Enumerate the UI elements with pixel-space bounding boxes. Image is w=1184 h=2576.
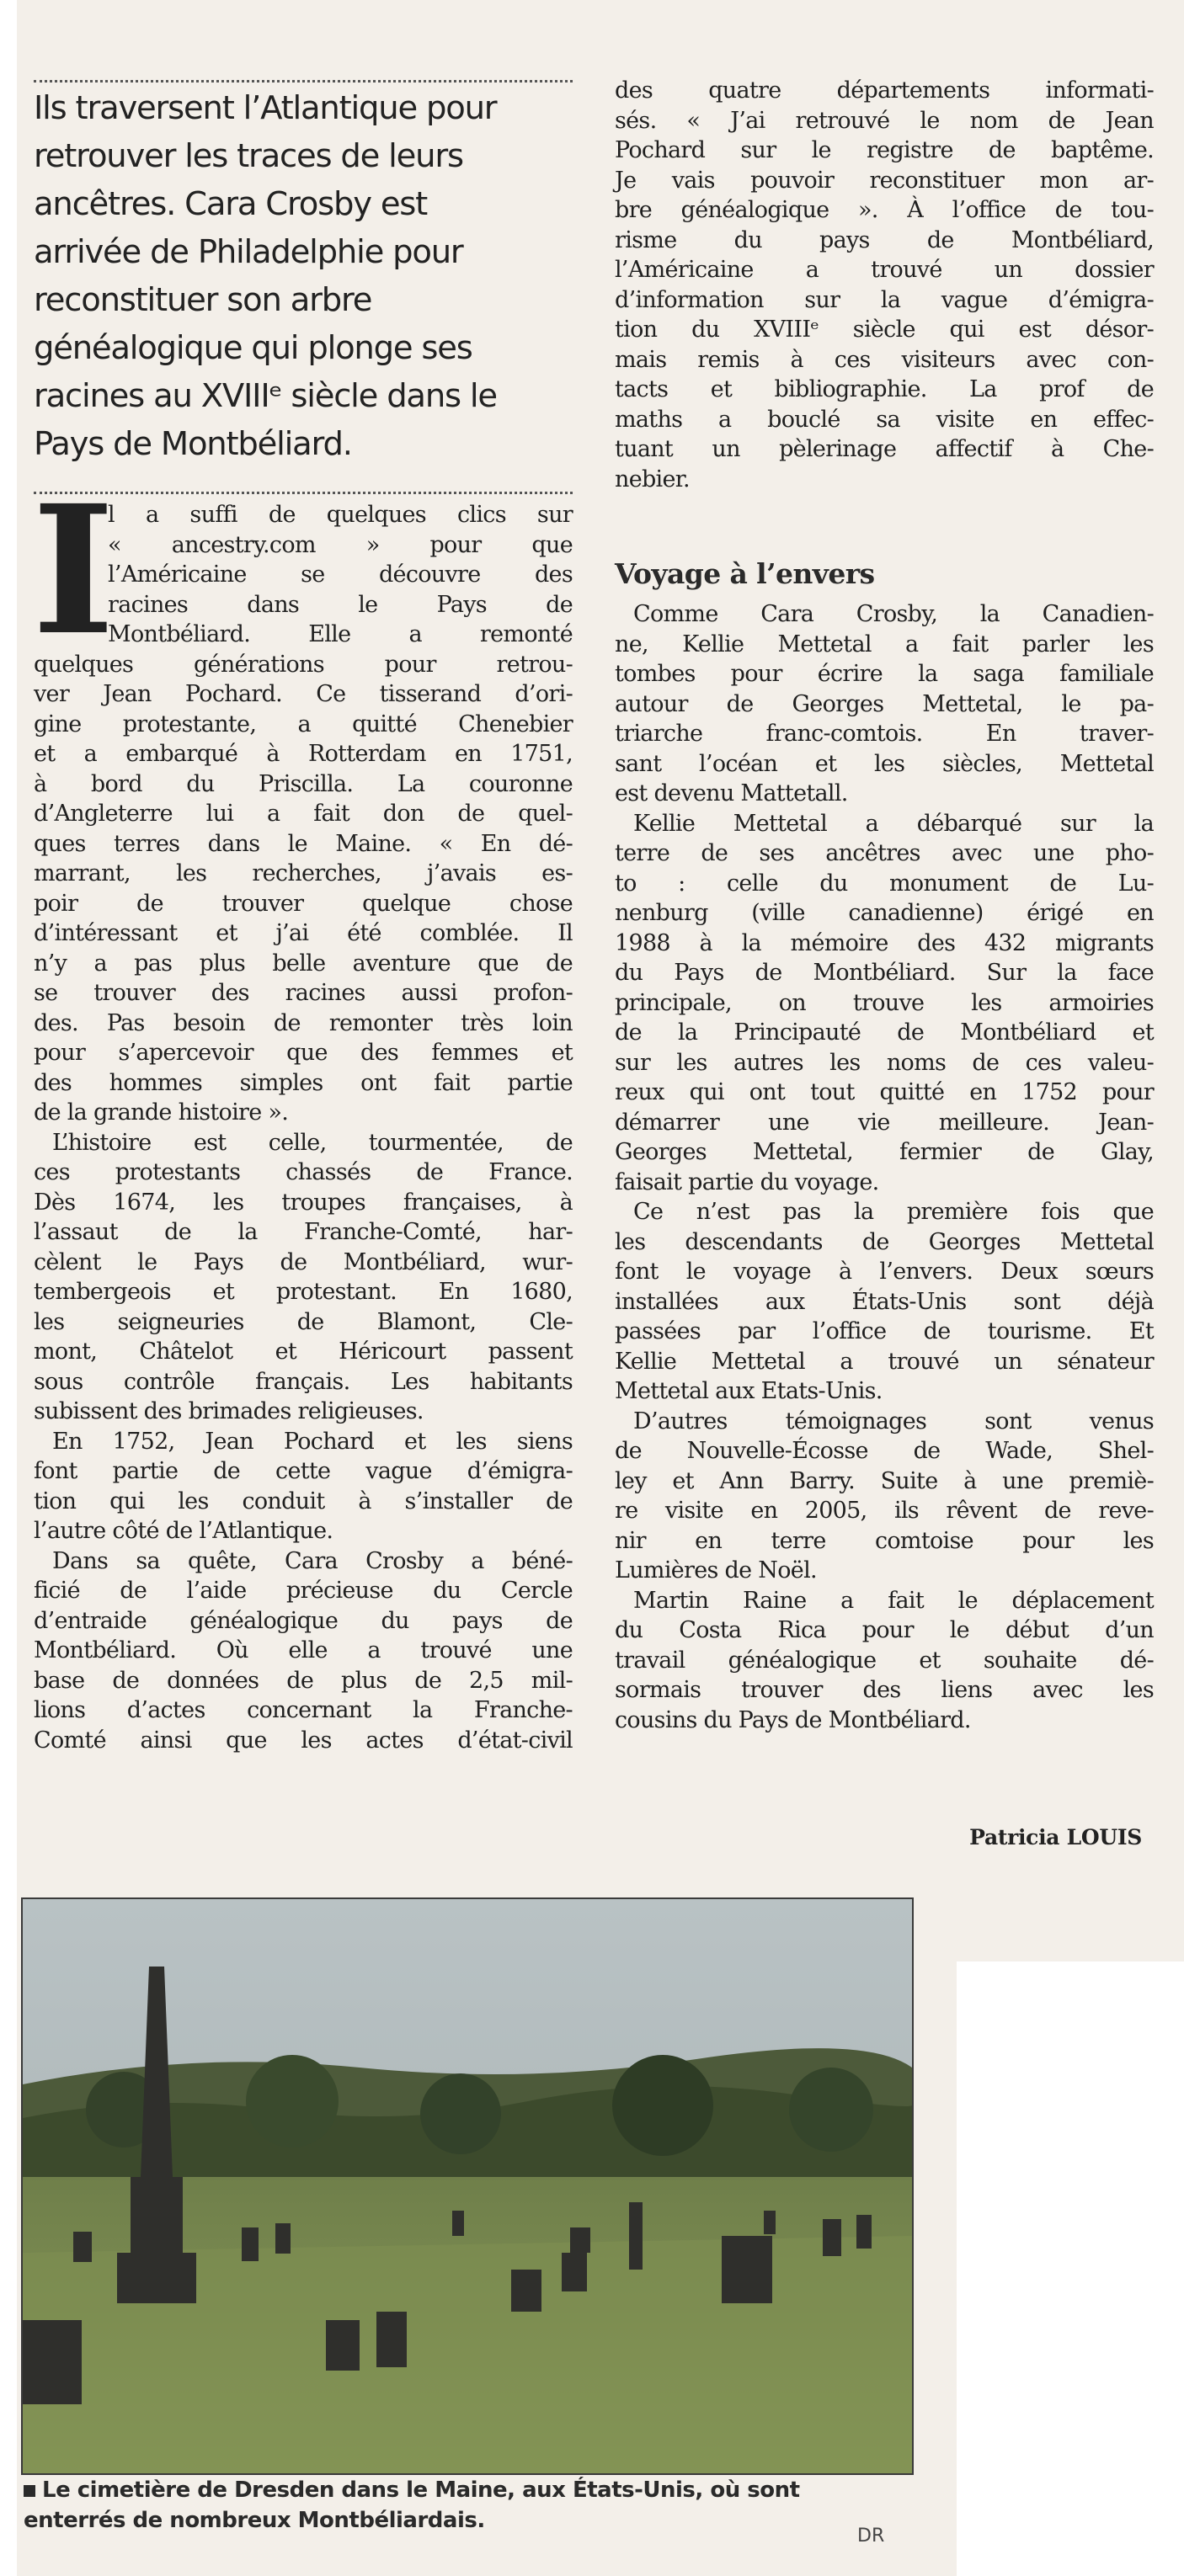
text-line: de la grande histoire ». [34,1099,289,1126]
text-line: sormais trouver des liens avec les [615,1677,1154,1703]
text-line: et a embarqué à Rotterdam en 1751, [34,741,573,767]
text-line: Mettetal aux Etats-Unis. [615,1378,883,1404]
text-line: nenburg (ville canadienne) érigé en [615,900,1154,926]
text-line: Je vais pouvoir reconstituer mon ar- [615,167,1154,194]
lead-line: ancêtres. Cara Crosby est [34,185,428,223]
text-line: sur les autres les noms de ces valeu- [615,1049,1154,1076]
text-line: gine protestante, a quitté Chenebier [34,711,573,737]
text-line: Comme Cara Crosby, la Canadien- [633,601,1154,627]
text-line: autour de Georges Mettetal, le pa- [615,690,1154,717]
text-line: d’information sur la vague d’émigra- [615,286,1154,313]
text-line: l’assaut de la Franche-Comté, har- [34,1219,573,1245]
text-line: base de données de plus de 2,5 mil- [34,1667,573,1694]
text-line: de la Principauté de Montbéliard et [615,1019,1154,1046]
text-line: Pochard sur le registre de baptême. [615,137,1154,163]
text-line: re visite en 2005, ils rêvent de reve- [615,1498,1154,1524]
text-line: quelques générations pour retrou- [34,651,573,678]
left-column [34,500,573,1755]
text-line: tembergeois et protestant. En 1680, [34,1279,573,1305]
caption-line-1: Le cimetière de Dresden dans le Maine, aux États-Unis, où sont [24,2475,899,2505]
text-line: nebier. [615,466,690,492]
text-line: Montbéliard. Où elle a trouvé une [34,1637,573,1663]
text-line: lions d’actes concernant la Franche- [34,1697,573,1723]
subhead: Voyage à l’envers [615,557,875,590]
text-line: triarche franc-comtois. En traver- [615,721,1154,747]
right-column-bottom [615,599,1154,1735]
text-line: à bord du Priscilla. La couronne [34,770,573,797]
text-line: ley et Ann Barry. Suite à une premiè- [615,1467,1154,1494]
text-line: font le voyage à l’envers. Deux sœurs [615,1259,1154,1285]
text-line: du Costa Rica pour le début d’un [615,1617,1154,1643]
text-line: nir en terre comtoise pour les [615,1527,1154,1554]
text-line: « ancestry.com » pour que [108,531,573,558]
text-line: de Nouvelle-Écosse de Wade, Shel- [615,1438,1154,1464]
caption-line-2: enterrés de nombreux Montbéliardais. [24,2508,485,2533]
text-line: démarrer une vie meilleure. Jean- [615,1109,1154,1136]
cemetery-photo-image [23,1899,912,2473]
text-line: du Pays de Montbéliard. Sur la face [615,960,1154,986]
text-line: Georges Mettetal, fermier de Glay, [615,1139,1154,1165]
text-line: bre généalogique ». À l’office de tou- [615,197,1154,223]
text-line: cousins du Pays de Montbéliard. [615,1706,971,1733]
text-line: l a suffi de quelques clics sur [108,502,573,528]
text-line: d’entraide généalogique du pays de [34,1607,573,1634]
text-line: l’Américaine se découvre des [108,562,573,588]
text-line: faisait partie du voyage. [615,1168,879,1195]
text-line: ficié de l’aide précieuse du Cercle [34,1578,573,1604]
text-line: Ce n’est pas la première fois que [633,1199,1154,1225]
text-line: principale, on trouve les armoiries [615,989,1154,1016]
text-line: sous contrôle français. Les habitants [34,1368,573,1395]
cemetery-photo [21,1897,914,2475]
text-line: d’Angleterre lui a fait don de quel- [34,801,573,827]
text-line: tion du XVIIIᵉ siècle qui est désor- [615,317,1154,343]
lead-line: arrivée de Philadelphie pour [34,233,463,271]
text-line: racines dans le Pays de [108,591,573,618]
text-line: mont, Châtelot et Héricourt passent [34,1339,573,1365]
lead-paragraph [34,84,573,468]
lead-line: retrouver les traces de leurs [34,137,463,175]
lead-top-rule [34,80,573,82]
text-line: ver Jean Pochard. Ce tisserand d’ori- [34,681,573,707]
lead-line: généalogique qui plonge ses [34,329,472,367]
text-line: tion qui les conduit à s’installer de [34,1488,573,1514]
text-line: les seigneuries de Blamont, Cle- [34,1308,573,1335]
text-line: subissent des brimades religieuses. [34,1398,424,1424]
text-line: des. Pas besoin de remonter très loin [34,1009,573,1036]
text-line: d’intéressant et j’ai été comblée. Il [34,920,573,946]
text-line: n’y a pas plus belle aventure que de [34,950,573,977]
text-line: mais remis à ces visiteurs avec con- [615,346,1154,373]
text-line: Dès 1674, les troupes françaises, à [34,1189,573,1216]
text-line: D’autres témoignages sont venus [633,1408,1154,1434]
drop-cap: I [32,466,115,674]
text-line: 1988 à la mémoire des 432 migrants [615,929,1154,956]
text-line: Comté ainsi que les actes d’état-civil [34,1727,573,1754]
byline [969,1825,1142,1850]
text-line: marrant, les recherches, j’avais es- [34,860,573,886]
byline-first-name: Patricia [969,1825,1060,1850]
text-line: tombes pour écrire la saga familiale [615,661,1154,687]
text-line: terre de ses ancêtres avec une pho- [615,840,1154,866]
photo-credit: DR [857,2525,885,2547]
text-line: to : celle du monument de Lu- [615,870,1154,897]
text-line: se trouver des racines aussi profon- [34,980,573,1006]
lead-line: racines au XVIIIᵉ siècle dans le [34,377,497,415]
text-line: Dans sa quête, Cara Crosby a béné- [52,1547,573,1574]
caption-bullet-icon [24,2485,35,2497]
lead-line: Ils traversent l’Atlantique pour [34,89,497,127]
text-line: tuant un pèlerinage affectif à Che- [615,436,1154,462]
text-line: font partie de cette vague d’émigra- [34,1458,573,1484]
text-line: tacts et bibliographie. La prof de [615,376,1154,402]
text-line: sant l’océan et les siècles, Mettetal [615,750,1154,777]
photo-caption [24,2475,899,2536]
lead-bottom-rule [34,492,573,494]
text-line: passées par l’office de tourisme. Et [615,1318,1154,1344]
text-line: l’Américaine a trouvé un dossier [615,257,1154,283]
text-line: poir de trouver quelque chose [34,890,573,917]
text-line: sés. « J’ai retrouvé le nom de Jean [615,107,1154,134]
text-line: cèlent le Pays de Montbéliard, wur- [34,1248,573,1275]
text-line: Martin Raine a fait le déplacement [633,1587,1154,1614]
text-line: L’histoire est celle, tourmentée, de [52,1129,573,1156]
lead-line: reconstituer son arbre [34,281,372,319]
text-line: installées aux États-Unis sont déjà [615,1288,1154,1315]
text-line: ces protestants chassés de France. [34,1159,573,1185]
text-line: des quatre départements informati- [615,77,1154,104]
text-line: Lumières de Noël. [615,1557,817,1583]
lead-line: Pays de Montbéliard. [34,425,352,463]
text-line: ques terres dans le Maine. « En dé- [34,830,573,857]
text-line: Kellie Mettetal a débarqué sur la [633,810,1154,837]
text-line: pour s’apercevoir que des femmes et [34,1040,573,1066]
text-line: ne, Kellie Mettetal a fait parler les [615,631,1154,657]
text-line: maths a bouclé sa visite en effec- [615,406,1154,433]
text-line: reux qui ont tout quitté en 1752 pour [615,1079,1154,1105]
text-line: des hommes simples ont fait partie [34,1069,573,1096]
text-line: est devenu Mattetall. [615,780,848,806]
text-line: travail généalogique et souhaite dé- [615,1647,1154,1674]
text-line: Montbéliard. Elle a remonté [108,621,573,647]
text-line: les descendants de Georges Mettetal [615,1228,1154,1255]
right-column-top [615,76,1154,494]
text-line: Kellie Mettetal a trouvé un sénateur [615,1348,1154,1375]
text-line: risme du pays de Montbéliard, [615,226,1154,253]
text-line: En 1752, Jean Pochard et les siens [52,1428,573,1455]
byline-last-name: LOUIS [1066,1825,1142,1850]
text-line: l’autre côté de l’Atlantique. [34,1518,333,1544]
